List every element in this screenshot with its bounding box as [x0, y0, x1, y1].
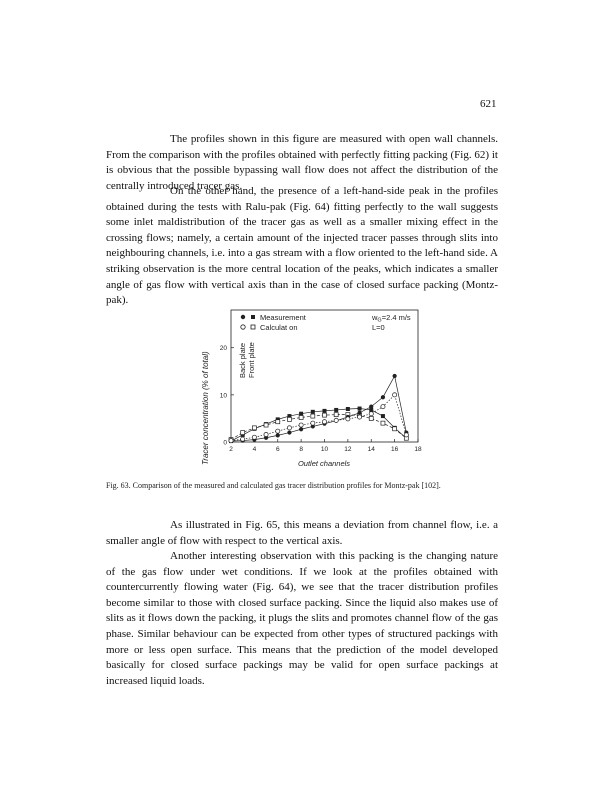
figure-63: [194, 300, 454, 478]
x-tick-label: 12: [344, 446, 352, 453]
data-point-open-square: [381, 421, 385, 425]
x-tick-label: 18: [414, 446, 422, 453]
page-number: 621: [480, 98, 497, 110]
data-point-open-square: [264, 423, 268, 427]
paragraph-2: On the other hand, the presence of a left-hand-side peak in the profiles obtained during the tests with Ralu-pak (Fig. 64) fitting perfectly to the wall suggests some inlet maldistribution of the tracer gas as well as a smaller mixing effect in the crossing flows; namely, a certain amount of the injected tracer passes through slits into neighbouring channels, i.e. into a gas stream with a flow oriented to the left-hand side. A striking observation is the more central location of the peaks, which indicates a smaller angle of gas flow with vertical axis than in the case of closed surface packing (Montz-pak).: [106, 185, 498, 307]
data-point-open-circle: [299, 423, 303, 427]
x-tick-label: 6: [275, 446, 280, 453]
series-line-2: [231, 415, 406, 440]
data-point-open-circle: [334, 418, 338, 422]
x-tick-label: 14: [367, 446, 375, 453]
tracer-distribution-chart: [194, 300, 454, 478]
data-point-open-circle: [229, 438, 233, 442]
legend-liquid-load: L=0: [372, 323, 385, 332]
x-tick-label: 10: [320, 446, 329, 453]
data-point-open-circle: [241, 437, 245, 441]
x-tick-label: 4: [252, 446, 257, 453]
x-axis-label: Outlet channels: [297, 459, 351, 468]
data-point-filled-circle: [276, 433, 280, 437]
y-tick-label: 20: [219, 345, 227, 353]
front-plate-label: Front plate: [247, 342, 256, 378]
data-point-open-circle: [276, 429, 280, 433]
legend-calculation-square-icon: [251, 325, 255, 329]
data-point-filled-circle: [381, 395, 385, 399]
data-point-filled-circle: [357, 411, 361, 415]
y-tick-label: 0: [223, 439, 227, 447]
data-point-open-circle: [357, 415, 361, 419]
data-point-open-square: [287, 417, 291, 421]
data-point-filled-circle: [299, 427, 303, 431]
data-point-open-circle: [311, 421, 315, 425]
data-point-filled-square: [311, 410, 315, 414]
series-line-4: [231, 395, 406, 441]
data-point-filled-square: [334, 408, 338, 412]
data-point-open-circle: [404, 433, 408, 437]
data-point-open-square: [299, 415, 303, 419]
data-point-open-circle: [381, 405, 385, 409]
legend-velocity: $w_G=2.4$ m/s: [372, 313, 411, 324]
figure-caption: Fig. 63. Comparison of the measured and calculated gas tracer distribution profiles for Montz-pak [102].: [106, 481, 441, 490]
data-point-open-square: [311, 414, 315, 418]
data-point-filled-circle: [369, 405, 373, 409]
back-plate-label: Back plate: [238, 342, 247, 378]
data-point-filled-circle: [393, 374, 397, 378]
data-point-open-circle: [252, 435, 256, 439]
data-point-open-circle: [393, 393, 397, 397]
paragraph-1: The profiles shown in this figure are measured with open wall channels. From the comparison with the profiles obtained with perfectly fitting packing (Fig. 62) it is obvious that the possible bypassing wall flow does not affect the distribution of the centrally introduced tracer gas.: [106, 133, 498, 192]
x-tick-label: 8: [299, 446, 303, 453]
data-point-open-circle: [369, 412, 373, 416]
data-point-open-square: [323, 413, 327, 417]
data-point-open-square: [241, 431, 245, 435]
data-point-open-square: [252, 426, 256, 430]
data-point-filled-square: [299, 412, 303, 416]
data-point-filled-circle: [287, 430, 291, 434]
data-point-open-square: [276, 420, 280, 424]
y-axis-label: Tracer concentration (% of total): [201, 351, 210, 465]
legend-calculation-label: Calculat on: [260, 323, 298, 332]
x-tick-label: 2: [229, 446, 233, 453]
data-point-filled-square: [381, 414, 385, 418]
paragraph-3: As illustrated in Fig. 65, this means a deviation from channel flow, i.e. a smaller angle of flow with respect to the vertical axis.: [106, 519, 498, 547]
data-point-open-circle: [264, 432, 268, 436]
data-point-open-square: [334, 413, 338, 417]
legend-calculation-circle-icon: [241, 325, 245, 329]
data-point-filled-square: [358, 407, 362, 411]
data-point-open-square: [369, 416, 373, 420]
legend-measurement-circle-icon: [241, 315, 245, 319]
legend-measurement-label: Measurement: [260, 313, 306, 322]
legend-measurement-square-icon: [251, 315, 255, 319]
data-point-filled-square: [346, 407, 350, 411]
paragraph-4: Another interesting observation with this packing is the changing nature of the gas flow under wet conditions. If we look at the profiles obtained with countercurrently flowing water (Fig. 64), we see that the tracer distribution profiles become similar to those with closed surface packing. Since the liquid also makes use of slits as it flows down the packing, it plugs the slits and promotes channel flow of the gas phase. Similar behaviour can be expected from other types of structured packings with more or less open surface. This means that the prediction of the model developed basically for closed surface packings may be valid for open surface packings at increased liquid loads.: [106, 550, 498, 687]
data-point-open-circle: [322, 420, 326, 424]
y-tick-label: 10: [219, 392, 227, 400]
data-point-open-square: [393, 427, 397, 431]
data-point-open-circle: [287, 426, 291, 430]
x-tick-label: 16: [391, 446, 399, 453]
data-point-open-circle: [346, 417, 350, 421]
data-point-filled-square: [323, 409, 327, 413]
